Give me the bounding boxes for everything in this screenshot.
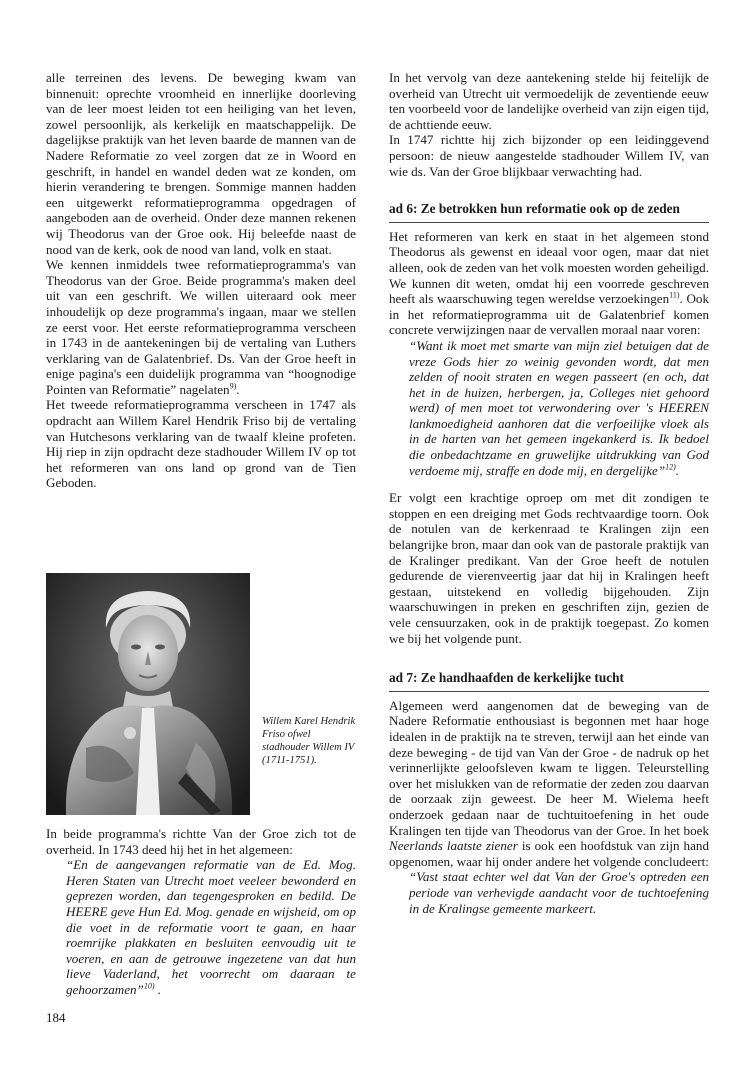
portrait-caption: Willem Karel Hendrik Friso ofwel stadhouder Willem IV (1711-1751). [262, 716, 356, 766]
heading-rule [389, 691, 709, 692]
portrait-image [46, 573, 250, 815]
left-column-lower [46, 826, 356, 998]
left-column [46, 70, 356, 491]
paragraph: Er volgt een krachtige oproep om met dit zondigen te stoppen en een dreiging met Gods rechtvaardige toorn. Ook de notulen van de kerkenraad te Kralingen zijn een belangrijke bron, maar dan ook van de pastorale praktijk van de Kralinger predikant. Van der Groe heeft de notulen gedurende de vierenveertig jaar dat hij in Kralingen heeft gestaan, uitstekend en volledig bijgehouden. Zijn waarschuwingen in preken en geschriften zijn, gezien de vele censuurzaken, ook in de praktijk toegepast. Zo komen we bij het volgende punt. [389, 490, 709, 646]
block-quote: “En de aangevangen reformatie van de Ed. Mog. Heren Staten van Utrecht moet veeleer bewonderd en geprezen worden, dan tegengesproken en bedild. De HEERE geve Hun Ed. Mog. genade en wijsheid, om op die voet in de reformatie voort te gaan, en haar roemrijke plakkaten en besluiten eenvoudig uit te voeren, en aan de getrouwe ingezetene van dat hun lieve Vaderland, het voorrecht om daaraan te gehoorzamen”$^{10)}$ . [66, 857, 356, 997]
paragraph: In het vervolg van deze aantekening stelde hij feitelijk de overheid van Utrecht uit vermoedelijk de zeventiende eeuw ten voorbeeld voor de landelijke overheid van zijn eigen tijd, de achttiende eeuw. [389, 70, 709, 132]
footnote-ref: 11) [669, 290, 680, 300]
paragraph: In beide programma's richtte Van der Groe zich tot de overheid. In 1743 deed hij het in het algemeen: [46, 826, 356, 857]
paragraph: Het reformeren van kerk en staat in het algemeen stond Theodorus als gewenst en ideaal voor ogen, maar dat niet alleen, ook de zeden van het volk moesten worden geheiligd. We kunnen dit weten, omdat hij een voorrede geschreven heeft als waarschuwing tegen wereldse verzoekingen$^{11)}$. Ook in het reformatieprogramma uit de Galatenbrief komen concrete verwijzingen naar de vervallen moraal naar voren: [389, 228, 709, 338]
block-quote: “Want ik moet met smarte van mijn ziel betuigen dat de vreze Gods hier zo weinig gevonden wordt, dat men zelden of nooit straten en wegen passeert (en och, dat het in de huizen, herbergen, ja, Colleges niet gehoord werd) of men moet tot verwondering over 's HEEREN lankmoedigheid aanhoren dat die verfoeilijke vloek als in de harten van het gemeen ingekankerd is. Ik bedoel die onbedachtzame en gruwelijke uitdrukking van God verdoeme mij, straffe en dode mij, en dergelijke”$^{12)}$. [409, 337, 709, 478]
section-heading: ad 7: Ze handhaafden de kerkelijke tucht [389, 670, 624, 686]
footnote-ref: 12) [665, 462, 676, 472]
footnote-ref: 9) [229, 381, 237, 391]
paragraph: alle terreinen des levens. De beweging kwam van binnenuit: oprechte vroomheid en innerlijke doorleving van de leer moest leiden tot een heiliging van het leven, zowel persoonlijk, als kerkelijk en maatschappelijk. De dagelijkse praktijk van het leven baarde de mannen van de Nadere Reformatie zo veel zorgen dat ze in Woord en geschrift, in handel en wandel deden wat ze konden, om hierin verandering te brengen. Sommige mannen hadden een uitgewerkt reformatieprogramma opgedragen of aangeboden aan de overheid. Onder deze mannen rekenen wij Theodorus van der Groe ook. Hij beleefde naast de nood van de kerk, ook de nood van land, volk en staat. [46, 70, 356, 257]
book-title: Neerlands laatste ziener [389, 838, 518, 854]
footnote-ref: 10) [143, 981, 155, 991]
right-column [389, 70, 709, 916]
block-quote: “Vast staat echter wel dat Van der Groe's optreden een periode van verhevigde aandacht voor de tuchtoefening in de Kralingse gemeente markeert. [409, 869, 709, 916]
paragraph: Algemeen werd aangenomen dat de beweging van de Nadere Reformatie enthousiast is begonnen met haar hoge idealen in de praktijk na te streven, terwijl aan het einde van deze beweging - de tijd van Van der Groe - de nadruk op het verinnerlijkte geloofsleven kwam te liggen. Teleurstelling over het mislukken van de reformatie der zeden zou daarvan de oorzaak zijn geweest. De heer M. Wielema heeft onderzoek gedaan naar de tuchtuitoefening in het oude Kralingen ten tijde van Theodorus van der Groe. In het boek Neerlands laatste ziener is ook een hoofdstuk van zijn hand opgenomen, waar hij onder andere het volgende concludeert: [389, 697, 710, 869]
paragraph: We kennen inmiddels twee reformatieprogramma's van Theodorus van der Groe. Beide programma's maken deel uit van een geschrift. We willen uiteraard ook meer inhoudelijk op deze programma's ingaan, maar we stellen ze eerst voor. Het eerste reformatieprogramma verscheen in 1743 in de aantekeningen bij de vertaling van Luthers verklaring van de Galatenbrief. Ds. Van der Groe heeft in enige pagina's een duidelijk programma van “hoognodige Pointen van Reformatie” nagelaten$^{9)}$. [46, 257, 356, 397]
paragraph: Het tweede reformatieprogramma verscheen in 1747 als opdracht aan Willem Karel Hendrik Friso bij de vertaling van Hutchesons verklaring van de twaalf kleine profeten. Hij riep in zijn opdracht deze stadhouder Willem IV op tot het reformeren van ons land op grond van de Tien Geboden. [46, 397, 356, 491]
heading-rule [389, 222, 709, 223]
section-heading: ad 6: Ze betrokken hun reformatie ook op de zeden [389, 201, 680, 217]
portrait-figure [46, 573, 356, 815]
paragraph: In 1747 richtte hij zich bijzonder op een leidinggevend persoon: de nieuw aangestelde stadhouder Willem IV, van wie ds. Van der Groe blijkbaar verwachting had. [389, 132, 709, 179]
page-number: 184 [46, 1010, 66, 1025]
